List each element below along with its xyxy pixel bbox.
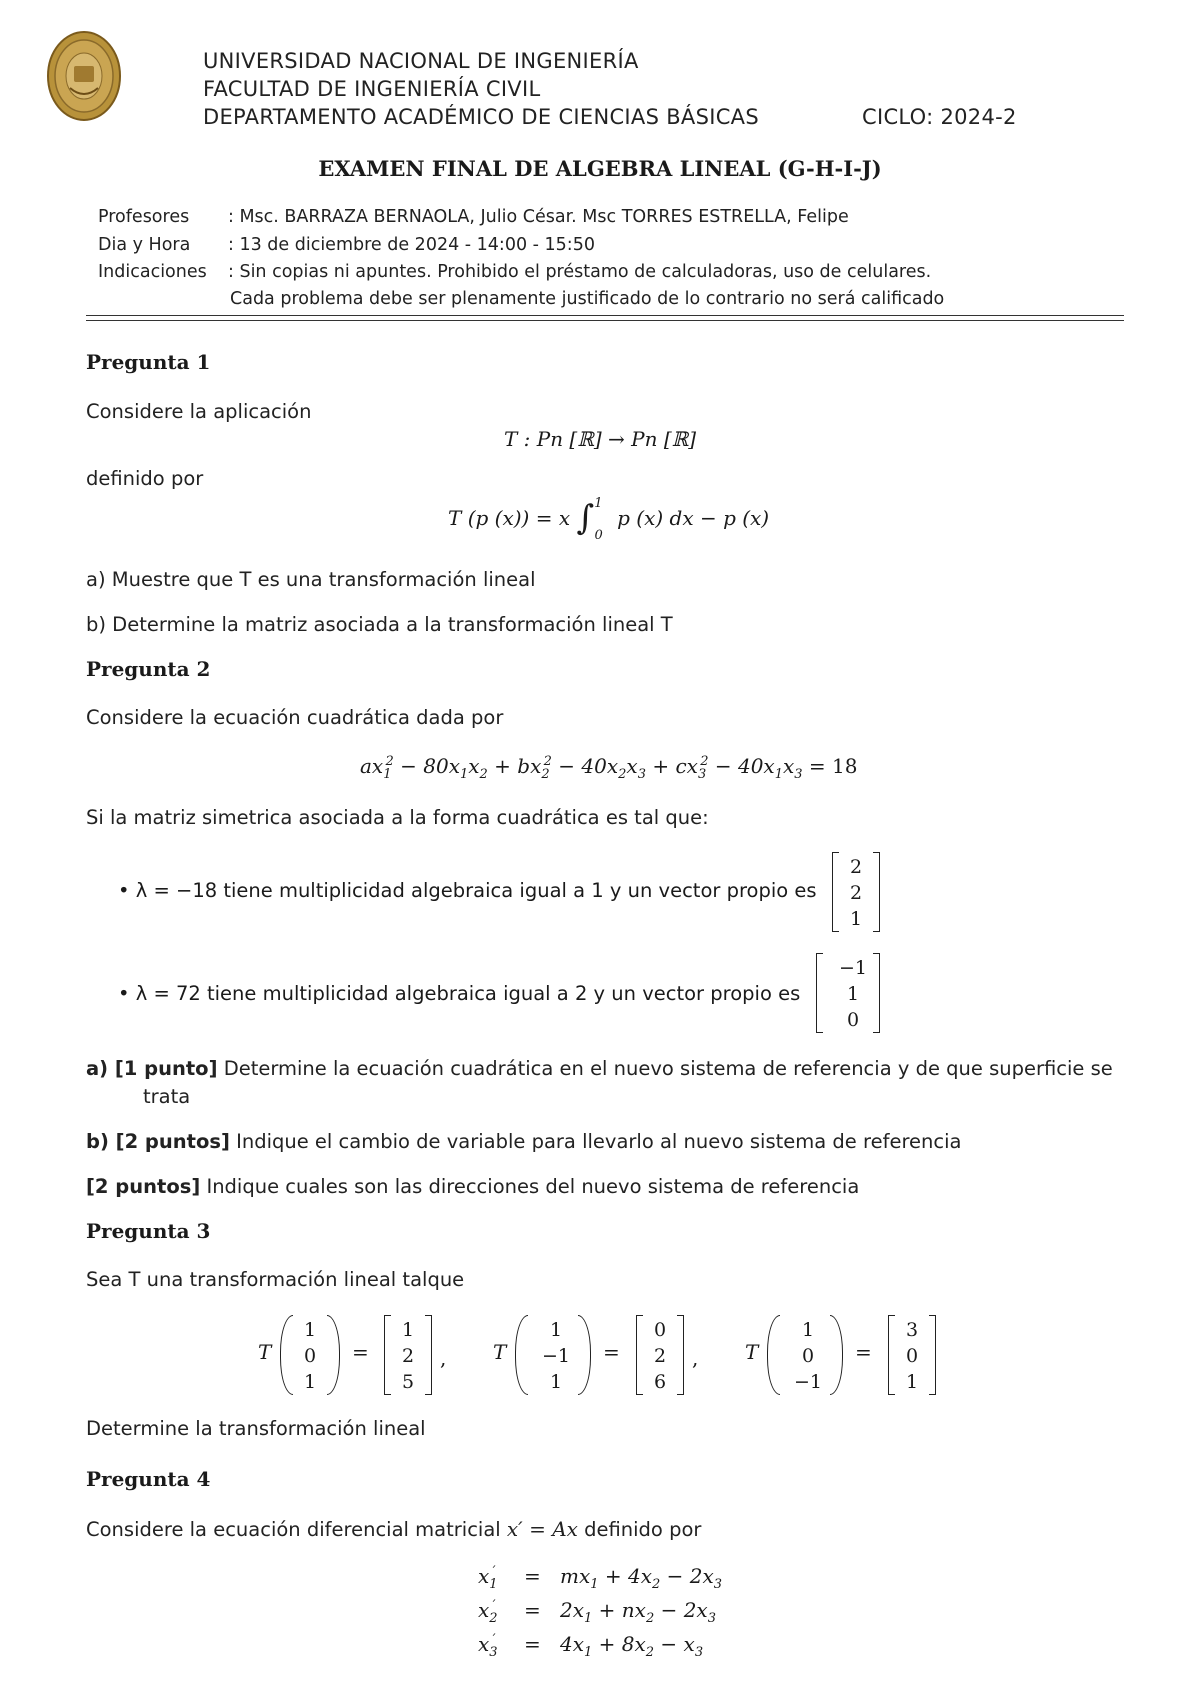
q4-eq-2: $x_2'$ [478, 1598, 498, 1626]
q3-ask: Determine la transformación lineal [86, 1417, 426, 1440]
q2-bullet-1-text: λ = −18 tiene multiplicidad algebraica igual a 1 y un vector propio es [135, 879, 817, 902]
q2-part-c-text: Indique cuales son las direcciones del nuevo sistema de referencia [206, 1175, 860, 1198]
eigenvector-1 [832, 852, 880, 932]
q3-in2-entry: 1 [549, 1319, 563, 1341]
q2-part-c-label: [2 puntos] [86, 1175, 201, 1198]
q2-bullet-2: • λ = 72 tiene multiplicidad algebraica igual a 2 y un vector propio es [118, 982, 801, 1005]
q3-comma-2: , [692, 1346, 699, 1370]
question-4-title: Pregunta 4 [86, 1467, 211, 1491]
q3-out2-entry: 0 [653, 1319, 667, 1341]
professors-value: : Msc. BARRAZA BERNAOLA, Julio César. Msc TORRES ESTRELLA, Felipe [228, 207, 849, 227]
q2-condition: Si la matriz simetrica asociada a la forma cuadrática es tal que: [86, 806, 709, 829]
faculty-name: FACULTAD DE INGENIERÍA CIVIL [203, 77, 541, 101]
q4-eq-1: $x_1'$ [478, 1564, 498, 1592]
q3-in3-entry: 1 [801, 1319, 815, 1341]
q1-defined: definido por [86, 467, 204, 490]
q3-in1-entry: 1 [303, 1319, 317, 1341]
q4-defined: definido por [584, 1518, 702, 1541]
question-2-title: Pregunta 2 [86, 657, 211, 681]
q3-in3-entry: −1 [793, 1371, 822, 1393]
q3-out3-entry: 0 [905, 1345, 919, 1367]
university-name: UNIVERSIDAD NACIONAL DE INGENIERÍA [203, 49, 639, 73]
q4-eq-2-sign: = [524, 1598, 541, 1622]
date-value: : 13 de diciembre de 2024 - 14:00 - 15:50 [228, 235, 595, 255]
q4-inline-eq: x′ = Ax [506, 1517, 578, 1541]
q4-eq-3-rhs: $4x_1 + 8x_2 - x_3$ [560, 1632, 704, 1660]
vec1-entry: 1 [849, 908, 863, 930]
q4-eq-3-sign: = [524, 1632, 541, 1656]
q2-bullet-1: • λ = −18 tiene multiplicidad algebraica igual a 1 y un vector propio es [118, 879, 817, 902]
q3-in1-entry: 0 [303, 1345, 317, 1367]
professors-label: Profesores [98, 207, 190, 227]
q3-input-3 [767, 1315, 843, 1395]
q3-T-3: T [745, 1340, 759, 1364]
q2-part-a [86, 1057, 1126, 1080]
q2-part-c [86, 1175, 859, 1198]
q2-part-b [86, 1130, 961, 1153]
q4-eq-1-rhs: $mx_1 + 4x_2 - 2x_3$ [560, 1564, 723, 1592]
q3-output-3 [888, 1315, 936, 1395]
q3-out2-entry: 6 [653, 1371, 667, 1393]
q2-rhs: = 18 [808, 754, 858, 778]
q3-T-2: T [493, 1340, 507, 1364]
q3-in1-entry: 1 [303, 1371, 317, 1393]
vec2-entry: 0 [846, 1009, 860, 1031]
q3-equals-2: = [603, 1340, 620, 1364]
divider-bottom [86, 320, 1124, 321]
q3-T-1: T [258, 1340, 272, 1364]
vec1-entry: 2 [849, 856, 863, 878]
q2-part-a-label: a) [1 punto] [86, 1057, 218, 1080]
q4-eq-2-rhs: $2x_1 + nx_2 - 2x_3$ [560, 1598, 716, 1626]
q2-equation: $ax_1^2 - 80x_1x_2 + bx_2^2 - 40x_2x_3 + cx_3^2 - 40x_1x_3 = 18$ [360, 754, 858, 782]
q3-intro: Sea T una transformación lineal talque [86, 1268, 465, 1291]
date-label: Dia y Hora [98, 235, 191, 255]
vec1-entry: 2 [849, 882, 863, 904]
q3-equals-1: = [352, 1340, 369, 1364]
instructions-line-1: : Sin copias ni apuntes. Prohibido el préstamo de calculadoras, uso de celulares. [228, 262, 932, 282]
exam-title: EXAMEN FINAL DE ALGEBRA LINEAL (G-H-I-J) [318, 156, 882, 181]
q3-in2-entry: −1 [541, 1345, 570, 1367]
q1-intro: Considere la aplicación [86, 400, 312, 423]
q4-eq-1-sign: = [524, 1564, 541, 1588]
q1-formula: T (p (x)) = x ∫$^1_0$ p (x) dx − p (x) [448, 496, 770, 543]
q4-intro: Considere la ecuación diferencial matricial [86, 1518, 501, 1541]
q2-intro: Considere la ecuación cuadrática dada por [86, 706, 504, 729]
q4-eq-3: $x_3'$ [478, 1632, 498, 1660]
q3-out1-entry: 1 [401, 1319, 415, 1341]
q1-map: T : Pn [ℝ] → Pn [ℝ] [503, 427, 697, 451]
q3-output-1 [384, 1315, 432, 1395]
q3-in2-entry: 1 [549, 1371, 563, 1393]
cycle-label: CICLO: 2024-2 [862, 105, 1017, 129]
q3-out3-entry: 3 [905, 1319, 919, 1341]
vec2-entry: −1 [838, 957, 867, 979]
divider-top [86, 315, 1124, 316]
q3-comma-1: , [440, 1346, 447, 1370]
instructions-label: Indicaciones [98, 262, 207, 282]
department-name: DEPARTAMENTO ACADÉMICO DE CIENCIAS BÁSICAS [203, 105, 759, 129]
q3-input-2 [515, 1315, 591, 1395]
q3-equals-3: = [855, 1340, 872, 1364]
question-3-title: Pregunta 3 [86, 1219, 211, 1243]
q3-out1-entry: 2 [401, 1345, 415, 1367]
question-1-title: Pregunta 1 [86, 350, 211, 374]
q3-out3-entry: 1 [905, 1371, 919, 1393]
instructions-line-2: Cada problema debe ser plenamente justificado de lo contrario no será calificado [230, 289, 945, 309]
q1-part-a: a) Muestre que T es una transformación lineal [86, 568, 536, 591]
q2-part-a-cont: trata [143, 1085, 191, 1108]
eigenvector-2 [816, 953, 880, 1033]
university-seal-icon [46, 30, 122, 122]
vec2-entry: 1 [846, 983, 860, 1005]
q3-in3-entry: 0 [801, 1345, 815, 1367]
q1-part-b: b) Determine la matriz asociada a la transformación lineal T [86, 613, 673, 636]
q2-bullet-2-text: λ = 72 tiene multiplicidad algebraica igual a 2 y un vector propio es [135, 982, 801, 1005]
q3-input-1 [280, 1315, 340, 1395]
q2-part-b-label: b) [2 puntos] [86, 1130, 230, 1153]
q3-out2-entry: 2 [653, 1345, 667, 1367]
q2-part-a-text: Determine la ecuación cuadrática en el nuevo sistema de referencia y de que superficie se [223, 1057, 1113, 1080]
q2-part-b-text: Indique el cambio de variable para llevarlo al nuevo sistema de referencia [236, 1130, 962, 1153]
q3-out1-entry: 5 [401, 1371, 415, 1393]
q3-output-2 [636, 1315, 684, 1395]
q4-intro-line [86, 1517, 701, 1541]
